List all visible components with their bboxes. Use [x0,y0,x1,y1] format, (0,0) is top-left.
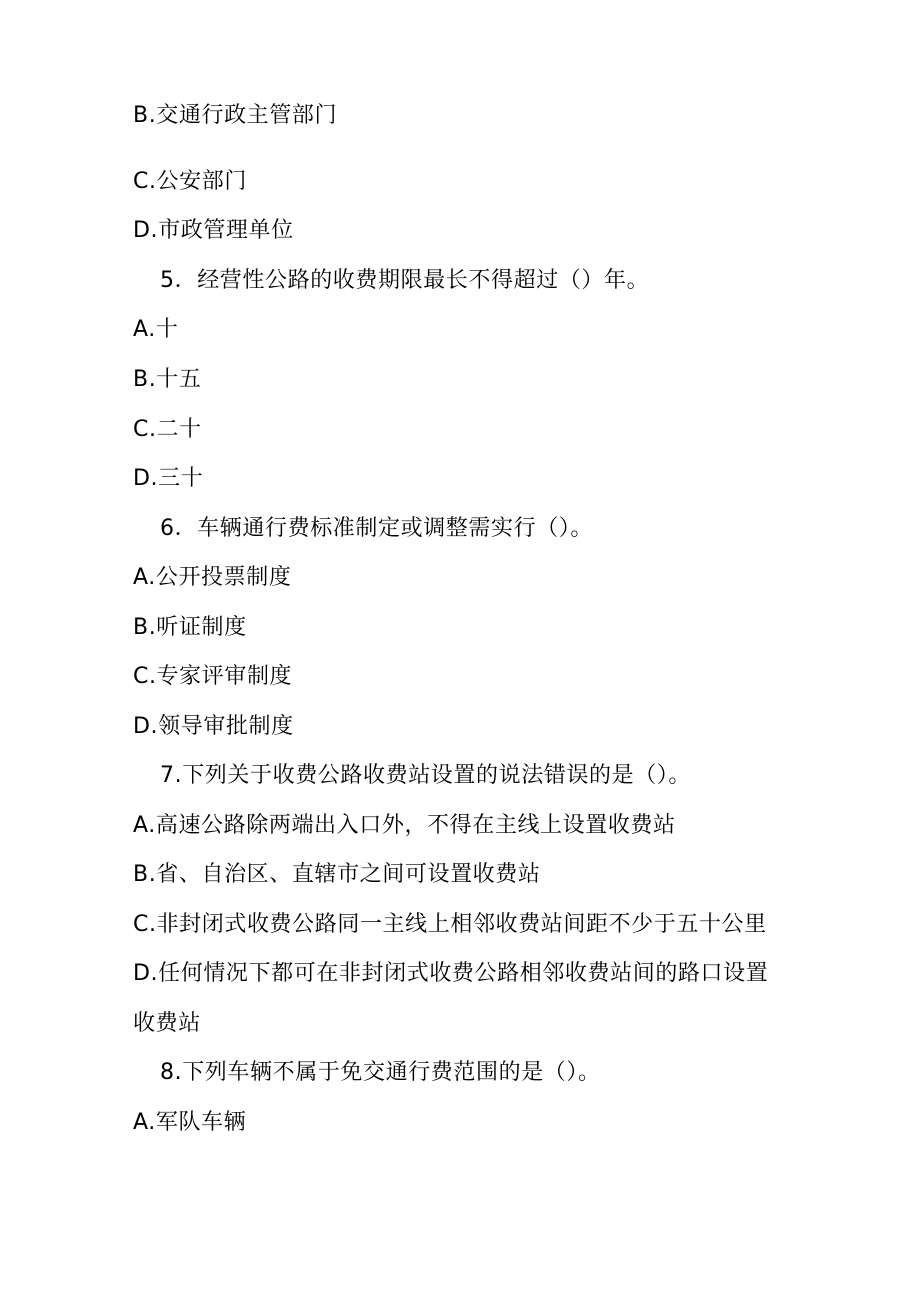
option-d-q6: D.领导审批制度 [133,714,294,739]
question-8: 8.下列车辆不属于免交通行费范围的是（）。 [160,1060,601,1085]
option-b-q6: B.听证制度 [133,615,247,640]
option-a-q6: A.公开投票制度 [133,565,292,590]
option-b-q7: B.省、自治区、直辖市之间可设置收费站 [133,862,541,887]
option-c-q6: C.专家评审制度 [133,664,293,689]
option-c-q5: C.二十 [133,417,202,442]
option-b-q5: B.十五 [133,367,202,392]
option-a-q5: A.十 [133,317,179,342]
option-c-q7: C.非封闭式收费公路同一主线上相邻收费站间距不少于五十公里 [133,912,767,937]
question-7: 7.下列关于收费公路收费站设置的说法错误的是（）。 [160,763,691,788]
question-6: 6．车辆通行费标准制定或调整需实行（）。 [160,516,593,541]
option-d-q5: D.三十 [133,466,204,491]
option-a-q7: A.高速公路除两端出入口外，不得在主线上设置收费站 [133,813,676,838]
option-d-q4: D.市政管理单位 [133,218,294,243]
option-b-q4: B.交通行政主管部门 [133,103,338,128]
question-5: 5．经营性公路的收费期限最长不得超过（）年。 [160,268,650,293]
option-c-q4: C.公安部门 [133,169,247,194]
option-a-q8: A.军队车辆 [133,1110,247,1135]
option-d-q7-continuation: 收费站 [133,1011,201,1036]
option-d-q7: D.任何情况下都可在非封闭式收费公路相邻收费站间的路口设置 [133,961,769,986]
